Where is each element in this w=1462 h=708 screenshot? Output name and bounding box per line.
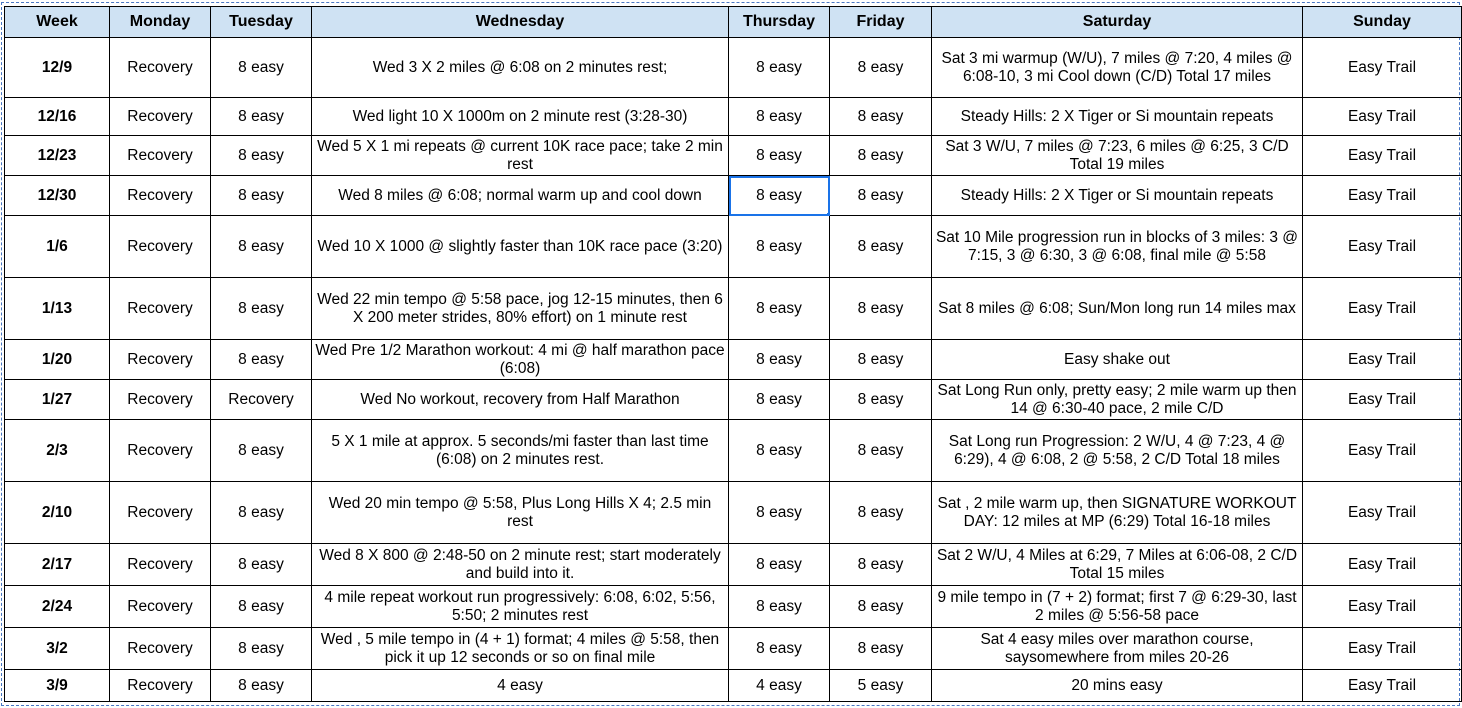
cell-tue[interactable]: 8 easy <box>211 136 312 176</box>
table-row <box>5 98 1462 136</box>
cell-sat[interactable]: Sat 3 W/U, 7 miles @ 7:23, 6 miles @ 6:25, 3 C/D Total 19 miles <box>932 136 1303 176</box>
cell-tue[interactable]: 8 easy <box>211 176 312 216</box>
cell-week[interactable]: 1/27 <box>5 380 110 420</box>
cell-wed[interactable]: 5 X 1 mile at approx. 5 seconds/mi faster than last time (6:08) on 2 minutes rest. <box>312 420 729 482</box>
cell-week[interactable]: 1/13 <box>5 278 110 340</box>
cell-tue[interactable]: 8 easy <box>211 628 312 670</box>
cell-mon[interactable]: Recovery <box>110 420 211 482</box>
cell-thu[interactable]: 8 easy <box>729 544 830 586</box>
cell-fri[interactable]: 5 easy <box>830 670 932 702</box>
cell-sat[interactable]: Steady Hills: 2 X Tiger or Si mountain repeats <box>932 98 1303 136</box>
table-row <box>5 544 1462 586</box>
cell-fri[interactable]: 8 easy <box>830 586 932 628</box>
cell-sun[interactable]: Easy Trail <box>1303 216 1462 278</box>
table-row <box>5 380 1462 420</box>
cell-thu[interactable]: 8 easy <box>729 98 830 136</box>
column-header-fri[interactable]: Friday <box>830 7 932 38</box>
table-row <box>5 670 1462 702</box>
cell-thu[interactable]: 8 easy <box>729 628 830 670</box>
cell-fri[interactable]: 8 easy <box>830 98 932 136</box>
cell-tue[interactable]: 8 easy <box>211 98 312 136</box>
cell-tue[interactable]: 8 easy <box>211 544 312 586</box>
cell-fri[interactable]: 8 easy <box>830 420 932 482</box>
cell-week[interactable]: 12/23 <box>5 136 110 176</box>
cell-fri[interactable]: 8 easy <box>830 136 932 176</box>
column-header-thu[interactable]: Thursday <box>729 7 830 38</box>
cell-week[interactable]: 2/17 <box>5 544 110 586</box>
cell-sat[interactable]: Sat 10 Mile progression run in blocks of 3 miles: 3 @ 7:15, 3 @ 6:30, 3 @ 6:08, final mile @ 5:58 <box>932 216 1303 278</box>
cell-wed[interactable]: Wed 8 X 800 @ 2:48-50 on 2 minute rest; start moderately and build into it. <box>312 544 729 586</box>
cell-wed[interactable]: Wed No workout, recovery from Half Marathon <box>312 380 729 420</box>
cell-sat[interactable]: Sat 4 easy miles over marathon course, saysomewhere from miles 20-26 <box>932 628 1303 670</box>
cell-wed[interactable]: Wed , 5 mile tempo in (4 + 1) format; 4 miles @ 5:58, then pick it up 12 seconds or so on final mile <box>312 628 729 670</box>
cell-fri[interactable]: 8 easy <box>830 216 932 278</box>
column-header-sat[interactable]: Saturday <box>932 7 1303 38</box>
cell-wed[interactable]: 4 easy <box>312 670 729 702</box>
table-row <box>5 278 1462 340</box>
cell-sun[interactable]: Easy Trail <box>1303 544 1462 586</box>
cell-fri[interactable]: 8 easy <box>830 278 932 340</box>
cell-sun[interactable]: Easy Trail <box>1303 670 1462 702</box>
cell-mon[interactable]: Recovery <box>110 482 211 544</box>
cell-fri[interactable]: 8 easy <box>830 544 932 586</box>
cell-sat[interactable]: Easy shake out <box>932 340 1303 380</box>
cell-mon[interactable]: Recovery <box>110 176 211 216</box>
cell-tue[interactable]: 8 easy <box>211 420 312 482</box>
cell-mon[interactable]: Recovery <box>110 544 211 586</box>
cell-thu[interactable]: 4 easy <box>729 670 830 702</box>
cell-week[interactable]: 3/2 <box>5 628 110 670</box>
cell-wed[interactable]: Wed 22 min tempo @ 5:58 pace, jog 12-15 minutes, then 6 X 200 meter strides, 80% effort) on 1 minute rest <box>312 278 729 340</box>
cell-fri[interactable]: 8 easy <box>830 176 932 216</box>
cell-mon[interactable]: Recovery <box>110 380 211 420</box>
cell-mon[interactable]: Recovery <box>110 628 211 670</box>
cell-sun[interactable]: Easy Trail <box>1303 420 1462 482</box>
column-header-wed[interactable]: Wednesday <box>312 7 729 38</box>
cell-sun[interactable]: Easy Trail <box>1303 340 1462 380</box>
cell-tue[interactable]: 8 easy <box>211 340 312 380</box>
cell-fri[interactable]: 8 easy <box>830 340 932 380</box>
cell-mon[interactable]: Recovery <box>110 136 211 176</box>
cell-tue[interactable]: 8 easy <box>211 670 312 702</box>
cell-mon[interactable]: Recovery <box>110 586 211 628</box>
cell-fri[interactable]: 8 easy <box>830 628 932 670</box>
table-row <box>5 38 1462 98</box>
cell-sun[interactable]: Easy Trail <box>1303 586 1462 628</box>
cell-tue[interactable]: 8 easy <box>211 216 312 278</box>
cell-week[interactable]: 12/9 <box>5 38 110 98</box>
cell-sat[interactable]: Sat , 2 mile warm up, then SIGNATURE WORKOUT DAY: 12 miles at MP (6:29) Total 16-18 miles <box>932 482 1303 544</box>
cell-mon[interactable]: Recovery <box>110 670 211 702</box>
cell-thu[interactable]: 8 easy <box>729 216 830 278</box>
cell-wed[interactable]: Wed 3 X 2 miles @ 6:08 on 2 minutes rest; <box>312 38 729 98</box>
cell-tue[interactable]: 8 easy <box>211 278 312 340</box>
cell-week[interactable]: 1/20 <box>5 340 110 380</box>
cell-week[interactable]: 12/30 <box>5 176 110 216</box>
cell-tue[interactable]: 8 easy <box>211 482 312 544</box>
cell-week[interactable]: 12/16 <box>5 98 110 136</box>
column-header-sun[interactable]: Sunday <box>1303 7 1462 38</box>
training-schedule-table <box>4 6 1462 702</box>
cell-thu[interactable]: 8 easy <box>729 340 830 380</box>
table-row <box>5 136 1462 176</box>
cell-fri[interactable]: 8 easy <box>830 380 932 420</box>
cell-week[interactable]: 1/6 <box>5 216 110 278</box>
cell-wed[interactable]: Wed light 10 X 1000m on 2 minute rest (3:28-30) <box>312 98 729 136</box>
column-header-tue[interactable]: Tuesday <box>211 7 312 38</box>
cell-sat[interactable]: Sat Long Run only, pretty easy; 2 mile warm up then 14 @ 6:30-40 pace, 2 mile C/D <box>932 380 1303 420</box>
cell-tue[interactable]: 8 easy <box>211 586 312 628</box>
header-row <box>5 7 1462 38</box>
cell-week[interactable]: 2/10 <box>5 482 110 544</box>
cell-sun[interactable]: Easy Trail <box>1303 98 1462 136</box>
cell-thu[interactable]: 8 easy <box>729 420 830 482</box>
cell-sun[interactable]: Easy Trail <box>1303 176 1462 216</box>
cell-wed[interactable]: Wed 20 min tempo @ 5:58, Plus Long Hills X 4; 2.5 min rest <box>312 482 729 544</box>
cell-thu[interactable]: 8 easy <box>729 278 830 340</box>
selected-cell[interactable]: 8 easy <box>729 176 830 216</box>
spreadsheet-grid <box>1 2 1460 706</box>
cell-wed[interactable]: Wed 5 X 1 mi repeats @ current 10K race pace; take 2 min rest <box>312 136 729 176</box>
cell-wed[interactable]: Wed 10 X 1000 @ slightly faster than 10K race pace (3:20) <box>312 216 729 278</box>
cell-sun[interactable]: Easy Trail <box>1303 380 1462 420</box>
cell-sat[interactable]: 20 mins easy <box>932 670 1303 702</box>
cell-sun[interactable]: Easy Trail <box>1303 38 1462 98</box>
table-row <box>5 340 1462 380</box>
cell-mon[interactable]: Recovery <box>110 278 211 340</box>
cell-fri[interactable]: 8 easy <box>830 482 932 544</box>
table-row <box>5 628 1462 670</box>
cell-sun[interactable]: Easy Trail <box>1303 278 1462 340</box>
table-row <box>5 216 1462 278</box>
column-header-week[interactable]: Week <box>5 7 110 38</box>
cell-mon[interactable]: Recovery <box>110 340 211 380</box>
cell-sun[interactable]: Easy Trail <box>1303 482 1462 544</box>
cell-sat[interactable]: Sat Long run Progression: 2 W/U, 4 @ 7:23, 4 @ 6:29), 4 @ 6:08, 2 @ 5:58, 2 C/D Total 18 miles <box>932 420 1303 482</box>
cell-sat[interactable]: Steady Hills: 2 X Tiger or Si mountain repeats <box>932 176 1303 216</box>
cell-sat[interactable]: 9 mile tempo in (7 + 2) format; first 7 @ 6:29-30, last 2 miles @ 5:56-58 pace <box>932 586 1303 628</box>
cell-thu[interactable]: 8 easy <box>729 586 830 628</box>
cell-wed[interactable]: 4 mile repeat workout run progressively: 6:08, 6:02, 5:56, 5:50; 2 minutes rest <box>312 586 729 628</box>
cell-sun[interactable]: Easy Trail <box>1303 628 1462 670</box>
cell-thu[interactable]: 8 easy <box>729 38 830 98</box>
cell-wed[interactable]: Wed 8 miles @ 6:08; normal warm up and cool down <box>312 176 729 216</box>
cell-tue[interactable]: 8 easy <box>211 38 312 98</box>
cell-tue[interactable]: Recovery <box>211 380 312 420</box>
cell-thu[interactable]: 8 easy <box>729 380 830 420</box>
cell-fri[interactable]: 8 easy <box>830 38 932 98</box>
table-row <box>5 586 1462 628</box>
cell-wed[interactable]: Wed Pre 1/2 Marathon workout: 4 mi @ half marathon pace (6:08) <box>312 340 729 380</box>
cell-sun[interactable]: Easy Trail <box>1303 136 1462 176</box>
cell-sat[interactable]: Sat 3 mi warmup (W/U), 7 miles @ 7:20, 4 miles @ 6:08-10, 3 mi Cool down (C/D) Total 17 miles <box>932 38 1303 98</box>
column-header-mon[interactable]: Monday <box>110 7 211 38</box>
cell-mon[interactable]: Recovery <box>110 38 211 98</box>
cell-sat[interactable]: Sat 8 miles @ 6:08; Sun/Mon long run 14 miles max <box>932 278 1303 340</box>
cell-week[interactable]: 2/3 <box>5 420 110 482</box>
table-row <box>5 420 1462 482</box>
cell-thu[interactable]: 8 easy <box>729 482 830 544</box>
table-row <box>5 482 1462 544</box>
cell-week[interactable]: 2/24 <box>5 586 110 628</box>
cell-week[interactable]: 3/9 <box>5 670 110 702</box>
cell-sat[interactable]: Sat 2 W/U, 4 Miles at 6:29, 7 Miles at 6:06-08, 2 C/D Total 15 miles <box>932 544 1303 586</box>
cell-thu[interactable]: 8 easy <box>729 136 830 176</box>
cell-mon[interactable]: Recovery <box>110 98 211 136</box>
cell-mon[interactable]: Recovery <box>110 216 211 278</box>
table-row <box>5 176 1462 216</box>
